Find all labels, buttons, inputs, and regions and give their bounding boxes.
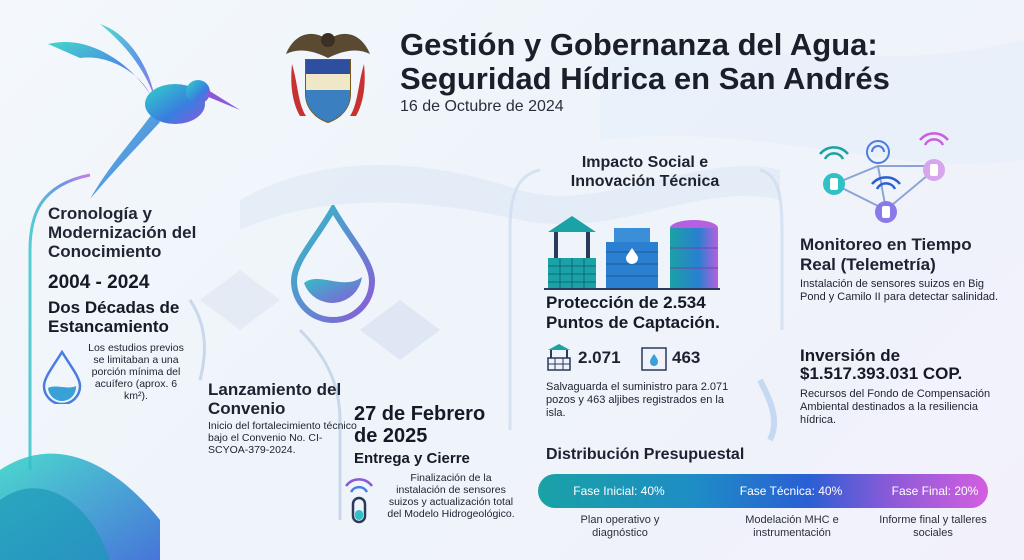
chronology-years: 2004 - 2024 [48,272,150,293]
budget-segment-initial: Fase Inicial: 40% [573,484,665,498]
delivery-date: 27 de Febrero de 2025 [354,403,486,447]
tank-illustration [670,220,718,288]
protection-title: Protección de 2.534 Puntos de Captación. [546,293,720,332]
budget-segment-technical: Fase Técnica: 40% [739,484,843,498]
sensor-probe-icon [338,472,380,528]
page-title [400,28,960,96]
delivery-subtitle: Entrega y Cierre [354,450,470,467]
water-drop-icon [288,205,378,323]
protection-body: Salvaguarda el suministro para 2.071 pozos y 463 aljibes registrados en la isla. [546,381,729,419]
investment-title: Inversión de [800,346,901,365]
launch-body: Inicio del fortalecimiento técnico bajo el Convenio No. CI-SCYOA-379-2024. [208,420,357,456]
delivery-body: Finalización de la instalación de sensores suizos y actualización total del Modelo Hidrogeológico. [387,472,515,520]
chronology-title: Cronología y Modernización del Conocimiento [48,204,197,261]
wifi-sensor-icon [820,147,848,195]
cisterns-count: 463 [672,348,701,367]
wifi-sensor-icon [872,177,900,223]
chronology-subtitle: Dos Décadas de Estancamiento [48,298,180,336]
budget-caption-technical: Modelación MHC e instrumentación [745,514,839,539]
cistern-illustration [606,228,658,288]
title-line-2: Seguridad Hídrica en San Andrés [400,61,890,96]
chronology-body: Los estudios previos se limitaban a una porción mínima del acuífero (aprox. 6 km²). [88,342,184,402]
small-water-drop-icon [42,350,82,404]
investment-amount: $1.517.393.031 COP. [800,364,963,383]
cistern-icon [640,342,668,372]
sensor-network-icon [812,128,962,228]
budget-bar [538,474,988,508]
title-line-1: Gestión y Gobernanza del Agua: [400,27,878,62]
wells-count: 2.071 [578,348,621,367]
investment-body: Recursos del Fondo de Compensación Ambiental destinados a la resiliencia hídrica. [800,388,991,426]
monitoring-title: Monitoreo en Tiempo Real (Telemetría) [800,235,972,274]
coat-of-arms-icon [282,24,374,124]
well-icon [546,342,572,372]
hummingbird-icon [40,14,240,204]
budget-caption-initial: Plan operativo y diagnóstico [580,514,660,539]
wifi-sensor-icon [920,133,948,181]
impact-title: Impacto Social e Innovación Técnica [570,154,720,190]
water-infrastructure-illustration [544,212,720,290]
page-date: 16 de Octubre de 2024 [400,98,564,115]
well-illustration [548,216,596,288]
launch-title: Lanzamiento del Convenio [208,380,342,418]
budget-caption-final: Informe final y talleres sociales [879,514,987,539]
budget-segment-final: Fase Final: 20% [891,484,979,498]
wifi-sensor-icon [867,141,889,163]
monitoring-body: Instalación de sensores suizos en Big Pond y Camilo II para detectar salinidad. [800,278,999,303]
budget-title: Distribución Presupuestal [546,446,745,463]
